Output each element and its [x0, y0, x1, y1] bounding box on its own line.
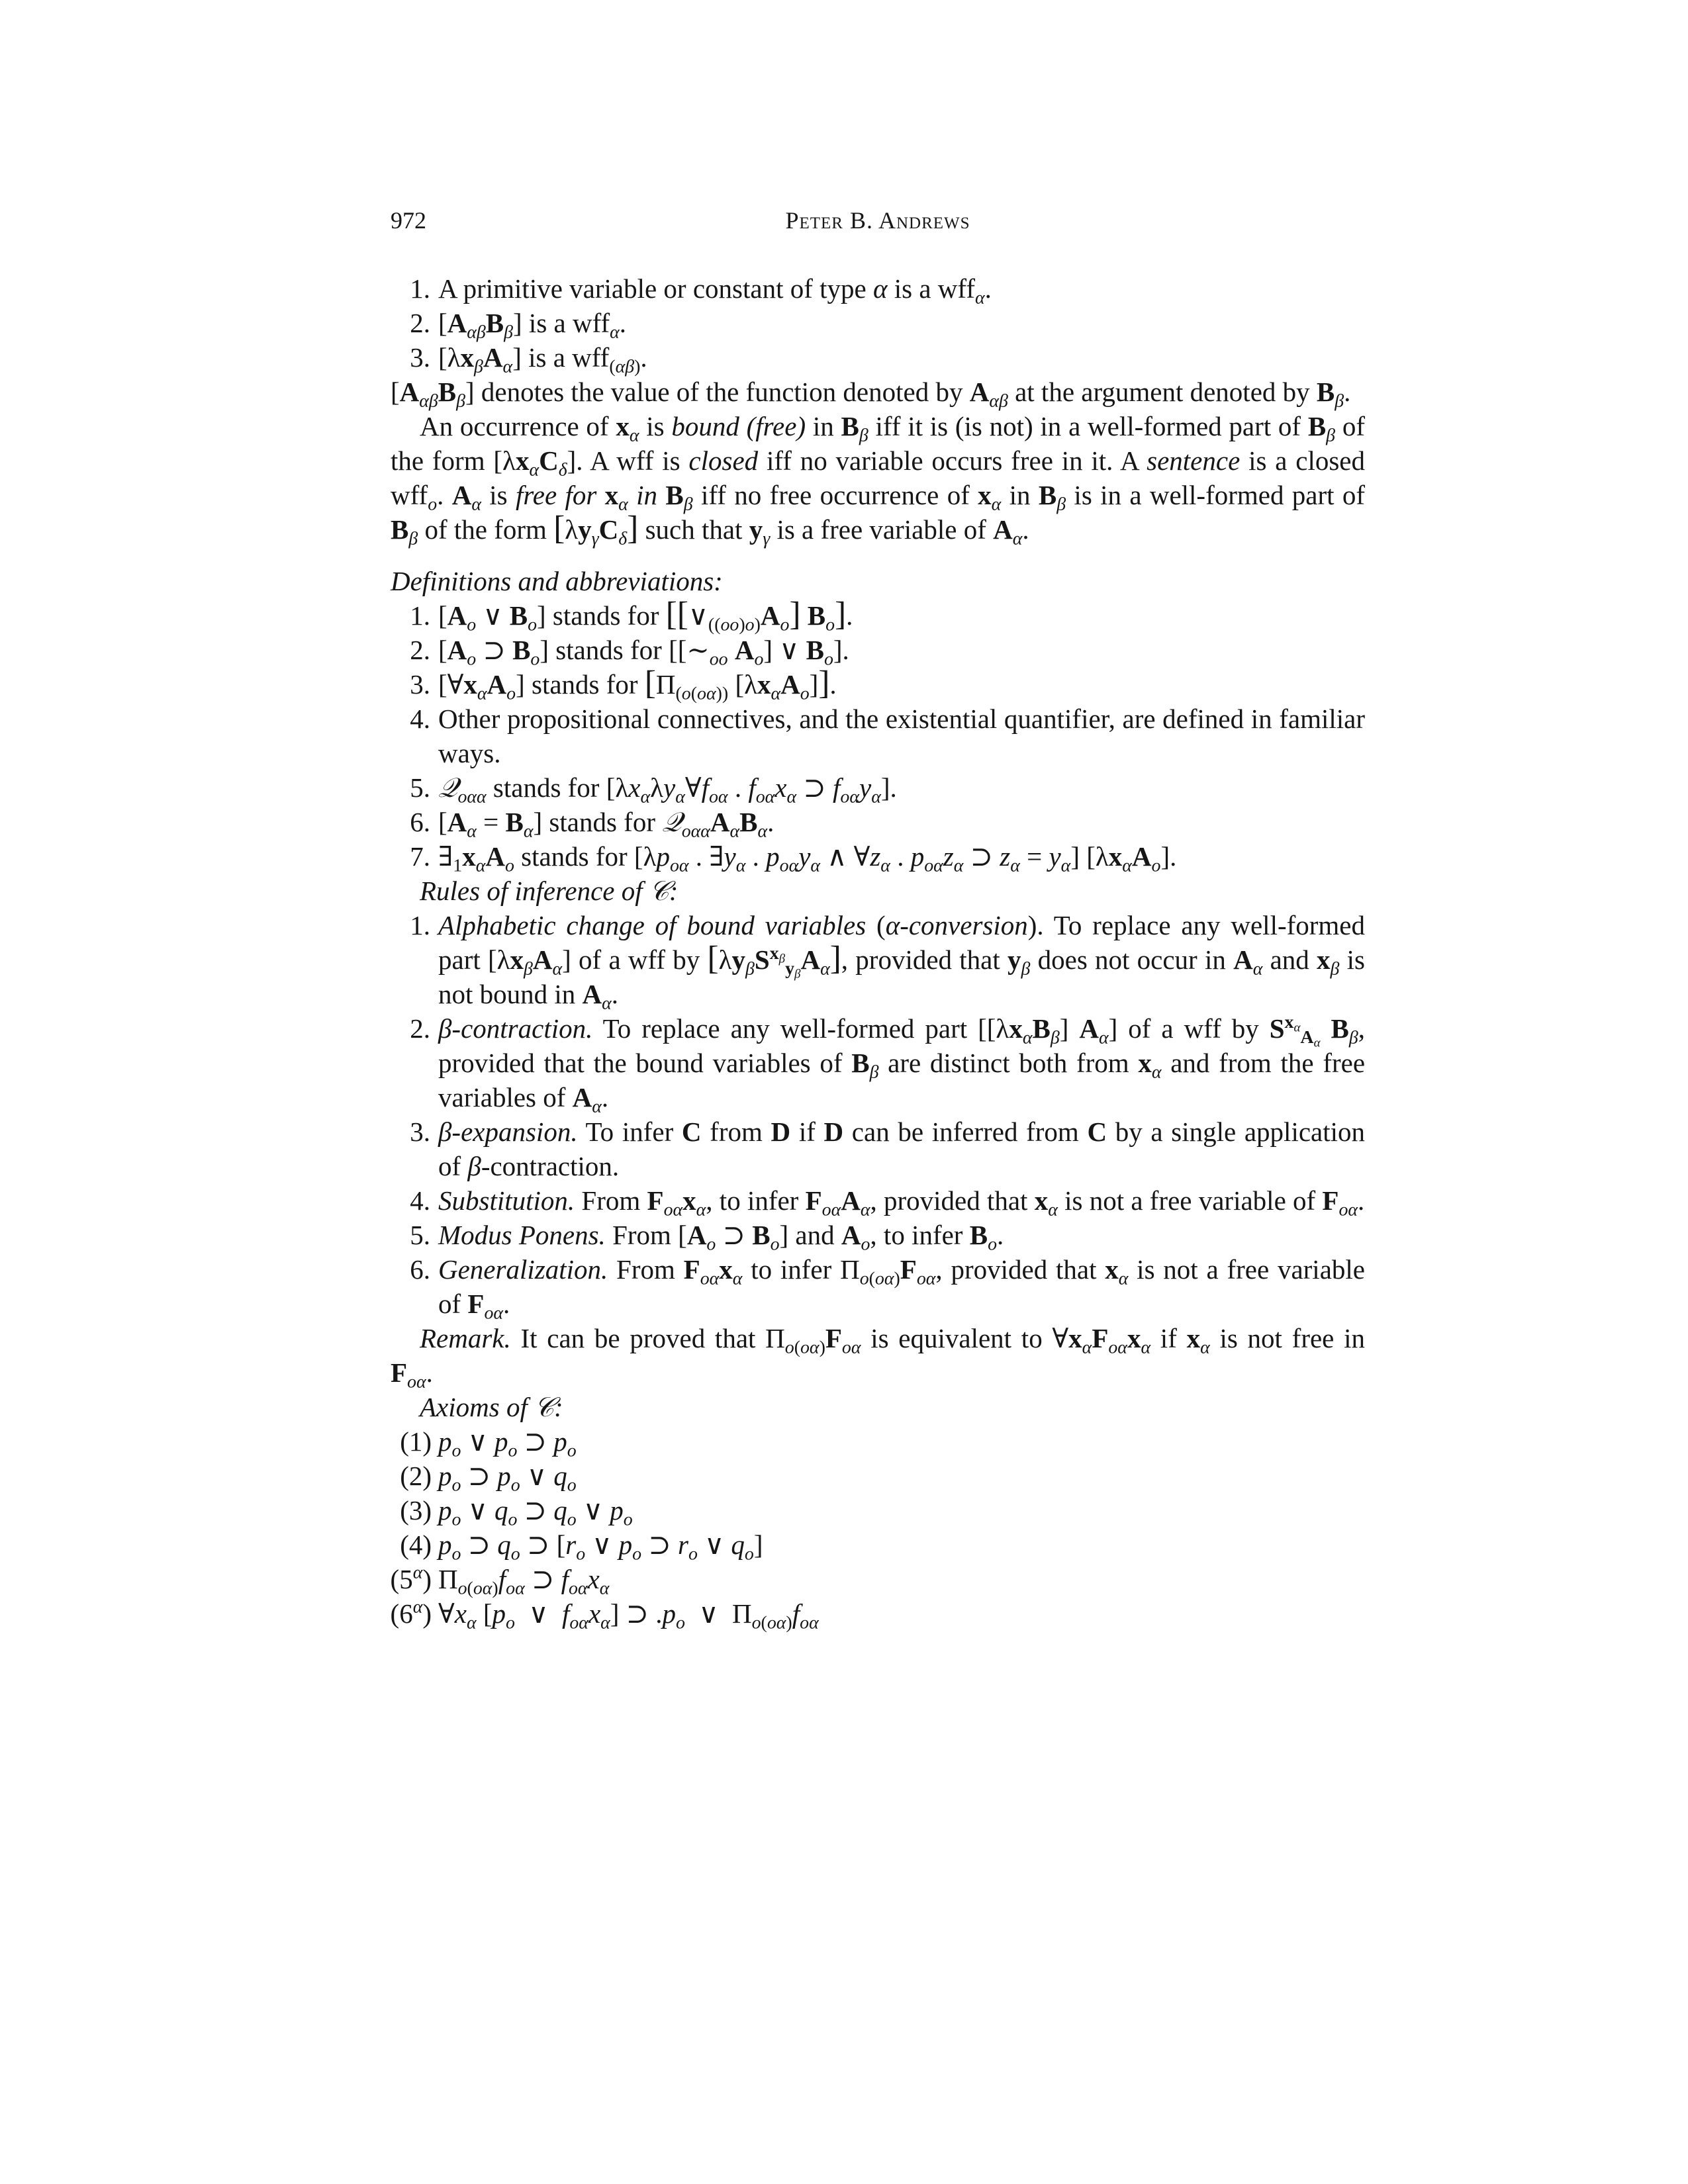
item-number: (2)	[400, 1461, 432, 1491]
item-text: Other propositional connectives, and the existential quantifier, are defined in familiar ways.	[438, 704, 1365, 768]
item-text: A primitive variable or constant of type α is a wff$_\alpha$.	[438, 273, 992, 308]
list-item	[391, 306, 1365, 343]
item-number: $(5^\alpha)$	[390, 1562, 432, 1594]
item-text: $[A_{\alpha\beta}B_\beta]$ is a wff$_\alpha$.	[438, 308, 627, 343]
list-item	[391, 340, 1365, 375]
item-text: Substitution. From $F_{o\alpha}x_\alpha$, to infer $F_{o\alpha}A_\alpha$, provided that $x_\alpha$ is not a free variable of $F_{o\alpha}$.	[438, 1185, 1365, 1220]
list-item	[391, 908, 1366, 1014]
page-number: 972	[391, 207, 426, 234]
list-item	[391, 702, 1365, 770]
item-text: $\forall x_\alpha$ [$p_o$ ∨ $f_{o\alpha}x_\alpha$] ⊃ $.p_o$ ∨ $\Pi_{o(o\alpha)}f_{o\alpha}$	[438, 1598, 819, 1633]
page-body	[391, 271, 1365, 1631]
definitions-heading: Definitions and abbreviations:	[391, 566, 723, 596]
item-text: $p_o$ ∨ $q_o$ ⊃ $q_o$ ∨ $p_o$	[438, 1495, 633, 1530]
list-item	[391, 1424, 1365, 1459]
list-item	[391, 1252, 1365, 1324]
list-item	[391, 1493, 1365, 1530]
list-item	[391, 271, 1365, 306]
item-text: $[\forall x_\alpha A_o]$ stands for [$\Pi_{(o(o\alpha))}$ $[\lambda x_\alpha A_o]$].	[438, 664, 837, 704]
list-item	[391, 1115, 1365, 1183]
item-number: 3.	[410, 669, 430, 700]
item-number: 2.	[410, 635, 430, 665]
axioms-list	[391, 1424, 1365, 1631]
item-number: 7.	[410, 841, 430, 872]
item-number: 1.	[410, 910, 430, 940]
axioms-heading: Axioms of 𝒞:	[420, 1392, 563, 1422]
list-item	[391, 805, 1365, 842]
item-number: 6.	[410, 1254, 430, 1285]
formation-rules-list	[391, 271, 1365, 375]
item-number: 2.	[410, 1013, 430, 1044]
list-item	[391, 633, 1365, 670]
item-text: $\exists_1x_\alpha A_o$ stands for [$\lambda p_{o\alpha}$ . $\exists y_\alpha$ . $p_{o\alpha}y_\alpha$ ∧ $\forall z_\alpha$ . $p_{o\alpha}z_\alpha$ ⊃ $z_\alpha = y_\alpha$] $[\lambda x_\alpha A_o]$.	[438, 841, 1177, 876]
item-number: 4.	[410, 1185, 430, 1216]
list-item	[391, 1011, 1365, 1115]
running-head: Peter B. Andrews	[785, 207, 970, 234]
list-item	[390, 1562, 1365, 1599]
rules-heading: Rules of inference of 𝒞:	[420, 876, 679, 906]
item-text: $p_o$ ⊃ $p_o$ ∨ $q_o$	[438, 1461, 577, 1496]
item-text: 𝒬$_{o\alpha\alpha}$ stands for [$\lambda x_\alpha\lambda y_\alpha\forall f_{o\alpha}$ . $f_{o\alpha}x_\alpha$ ⊃ $f_{o\alpha}y_\alpha$].	[438, 772, 897, 807]
item-number: 2.	[410, 308, 430, 338]
item-text: [$A_o$ ∨ $B_o$] stands for [$[\vee_{((oo)o)}A_o]$ $B_o$].	[438, 595, 853, 635]
item-number: 3.	[410, 1116, 430, 1147]
item-text: $\Pi_{o(o\alpha)}f_{o\alpha}$ ⊃ $f_{o\alpha}x_\alpha$	[438, 1564, 610, 1599]
list-item	[391, 839, 1365, 874]
list-item	[391, 770, 1365, 805]
item-text: Modus Ponens. From [$A_o$ ⊃ $B_o$] and $A_o$, to infer $B_o$.	[438, 1220, 1004, 1255]
item-number: 4.	[410, 704, 430, 734]
item-number: 5.	[410, 772, 430, 803]
item-number: 5.	[410, 1220, 430, 1250]
item-number: 3.	[410, 342, 430, 373]
item-number: 6.	[410, 807, 430, 837]
remark-paragraph: Remark. It can be proved that $\Pi_{o(o\alpha)}F_{o\alpha}$ is equivalent to $\forall x_\alpha F_{o\alpha}x_\alpha$ if $x_\alpha$ is not free in $F_{o\alpha}$.	[391, 1323, 1365, 1392]
item-text: [$A_o$ ⊃ $B_o$] stands for [[$\sim_{oo}$ $A_o$] ∨ $B_o$].	[438, 635, 849, 670]
paragraph-bound-free: An occurrence of $x_\alpha$ is bound (free) in $B_\beta$ iff it is (is not) in a well-formed part of $B_\beta$ of the form $[\lambda x_\alpha C_\delta]$. A wff is closed iff no variable occurs free in it. A sentence is a closed wff$_o$. $A_\alpha$ is free for $x_\alpha$ in $B_\beta$ iff no free occurrence of $x_\alpha$ in $B_\beta$ is in a well-formed part of $B_\beta$ of the form $[\lambda y_\gamma C_\delta]$ such that $y_\gamma$ is a free variable of $A_\alpha$.	[391, 411, 1366, 549]
item-text: Alphabetic change of bound variables (α-conversion). To replace any well-formed part $[\lambda x_\beta A_\alpha]$ of a wff by $[\lambda y_\beta S^{x_\beta}_{y_\beta}A_\alpha]$, provided that $y_\beta$ does not occur in $A_\alpha$ and $x_\beta$ is not bound in $A_\alpha$.	[438, 910, 1366, 1014]
list-item	[391, 1527, 1365, 1565]
item-text: $p_o$ ⊃ $q_o$ ⊃ [$r_o$ ∨ $p_o$ ⊃ $r_o$ ∨ $q_o$]	[438, 1529, 763, 1565]
list-item	[391, 1218, 1365, 1255]
definitions-list	[391, 595, 1365, 876]
item-number: 1.	[410, 600, 430, 631]
list-item	[391, 1183, 1365, 1218]
item-number: (3)	[400, 1495, 432, 1525]
item-text: β-contraction. To replace any well-formed part [$[\lambda x_\alpha B_\beta]$ $A_\alpha$] of a wff by $S^{x_\alpha}_{A_\alpha}$ $B_\beta$, provided that the bound variables of $B_\beta$ are distinct both from $x_\alpha$ and from the free variables of $A_\alpha$.	[438, 1011, 1366, 1117]
item-number: $(6^\alpha)$	[390, 1596, 432, 1629]
list-item	[391, 1459, 1365, 1496]
item-text: $[A_\alpha = B_\alpha]$ stands for $𝒬_{o\alpha\alpha}A_\alpha B_\alpha$.	[438, 807, 774, 842]
item-text: β-expansion. To infer C from D if D can be inferred from C by a single application of β-contraction.	[438, 1116, 1366, 1181]
paragraph-denotes: $[A_{\alpha\beta}B_\beta]$ denotes the value of the function denoted by $A_{\alpha\beta}$ at the argument denoted by $B_\beta$.	[391, 377, 1351, 412]
item-number: 1.	[410, 273, 430, 304]
list-item	[391, 595, 1365, 635]
list-item	[391, 664, 1365, 704]
item-text: Generalization. From $F_{o\alpha}x_\alpha$ to infer $\Pi_{o(o\alpha)}F_{o\alpha}$, provided that $x_\alpha$ is not a free variable of $F_{o\alpha}$.	[438, 1254, 1365, 1324]
item-number: (1)	[400, 1426, 432, 1457]
rules-list	[391, 908, 1366, 1324]
item-text: $[\lambda x_\beta A_\alpha]$ is a wff$_{(\alpha\beta)}$.	[438, 342, 647, 377]
item-text: $p_o$ ∨ $p_o$ ⊃ $p_o$	[438, 1426, 577, 1461]
running-header	[391, 206, 1365, 240]
item-number: (4)	[400, 1529, 432, 1560]
list-item	[391, 1596, 1365, 1631]
